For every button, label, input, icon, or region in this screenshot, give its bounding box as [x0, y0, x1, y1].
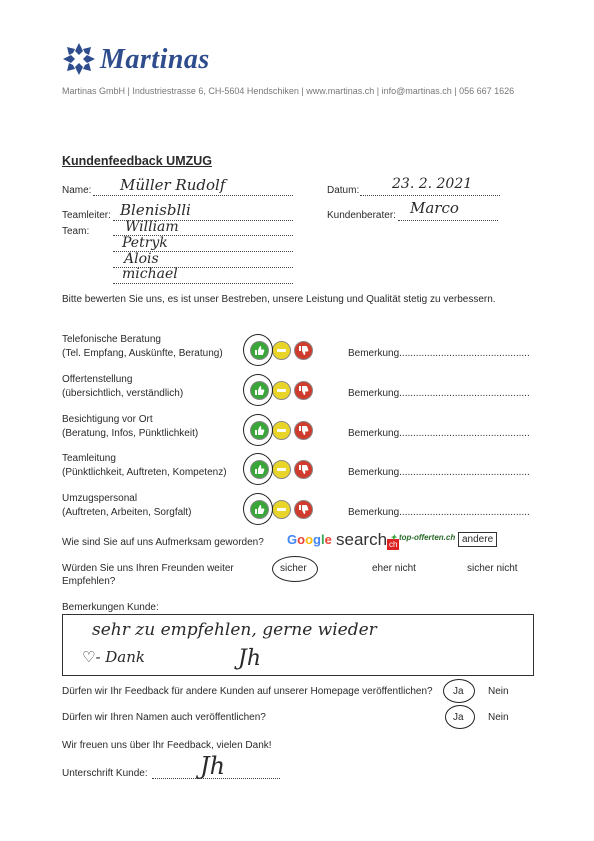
topofferten-star-icon: ✦ [390, 533, 397, 542]
kundenberater-value[interactable]: Marco [410, 199, 459, 217]
rating-subtitle: (Pünktlichkeit, Auftreten, Kompetenz) [62, 467, 227, 478]
comments-line1: sehr zu empfehlen, gerne wieder [92, 620, 377, 640]
topofferten-option[interactable] [390, 533, 455, 542]
team-member[interactable]: michael [122, 266, 178, 282]
comments-label: Bemerkungen Kunde: [62, 602, 159, 613]
teamleiter-value[interactable]: Blenisblli [120, 201, 191, 219]
rating-selection-circle [243, 334, 273, 366]
neutral-face-icon[interactable] [272, 460, 291, 479]
recommend-sicher-nicht[interactable]: sicher nicht [467, 563, 518, 574]
remark-field[interactable]: Bemerkung............................................... [348, 348, 530, 359]
thumbs-down-icon[interactable] [294, 421, 313, 440]
recommend-sicher[interactable]: sicher [280, 563, 307, 574]
recommend-question-line1: Würden Sie uns Ihren Freunden weiter [62, 563, 234, 574]
rating-selection-circle [243, 493, 273, 525]
search-label: search [336, 530, 388, 549]
consent-name-question: Dürfen wir Ihren Namen auch veröffentlichen? [62, 712, 266, 723]
rating-selection-circle [243, 453, 273, 485]
name-label: Name: [62, 185, 92, 196]
teamleiter-label: Teamleiter: [62, 210, 111, 221]
search-suffix: ch [389, 540, 398, 549]
rating-title: Telefonische Beratung [62, 334, 161, 345]
recommend-selection-circle [272, 556, 318, 582]
thumbs-down-icon[interactable] [294, 460, 313, 479]
consent-name-selection-circle [445, 705, 475, 729]
rating-title: Offertenstellung [62, 374, 133, 385]
martinas-logo-icon [62, 42, 96, 76]
consent-homepage-selection-circle [443, 679, 475, 703]
signature-label: Unterschrift Kunde: [62, 768, 148, 779]
consent-name-ja[interactable]: Ja [453, 712, 464, 723]
thumbs-down-icon[interactable] [294, 341, 313, 360]
remark-field[interactable]: Bemerkung............................................... [348, 388, 530, 399]
remark-field[interactable]: Bemerkung............................................... [348, 467, 530, 478]
recommend-question-line2: Empfehlen? [62, 576, 116, 587]
andere-option[interactable]: andere [458, 532, 497, 547]
consent-name-nein[interactable]: Nein [488, 712, 509, 723]
topofferten-label: top-offerten.ch [398, 533, 456, 542]
team-label: Team: [62, 226, 90, 237]
source-question: Wie sind Sie auf uns Aufmerksam geworden? [62, 537, 264, 548]
rating-subtitle: (Beratung, Infos, Pünktlichkeit) [62, 428, 199, 439]
rating-subtitle: (übersichtlich, verständlich) [62, 388, 184, 399]
rating-title: Besichtigung vor Ort [62, 414, 153, 425]
brand-name: Martinas [100, 44, 210, 75]
closing-text: Wir freuen uns über Ihr Feedback, vielen Dank! [62, 740, 272, 751]
thumbs-down-icon[interactable] [294, 381, 313, 400]
thumbs-down-icon[interactable] [294, 500, 313, 519]
rating-title: Teamleitung [62, 453, 116, 464]
neutral-face-icon[interactable] [272, 500, 291, 519]
team-member[interactable]: Petryk [122, 235, 168, 251]
name-value[interactable]: Müller Rudolf [120, 176, 226, 194]
team-member[interactable]: Alois [124, 251, 159, 267]
neutral-face-icon[interactable] [272, 341, 291, 360]
neutral-face-icon[interactable] [272, 381, 291, 400]
datum-label: Datum: [327, 185, 360, 196]
rating-subtitle: (Auftreten, Arbeiten, Sorgfalt) [62, 507, 192, 518]
consent-homepage-question: Dürfen wir Ihr Feedback für andere Kunden auf unserer Homepage veröffentlichen? [62, 686, 433, 697]
signature-value[interactable]: Jh [200, 752, 226, 780]
datum-value[interactable]: 23. 2. 2021 [392, 176, 473, 192]
form-title: Kundenfeedback UMZUG [62, 154, 213, 168]
rating-selection-circle [243, 374, 273, 406]
neutral-face-icon[interactable] [272, 421, 291, 440]
company-address: Martinas GmbH | Industriestrasse 6, CH-5604 Hendschiken | www.martinas.ch | info@martinas.ch | 056 667 1626 [62, 86, 515, 96]
rating-title: Umzugspersonal [62, 493, 138, 504]
remark-field[interactable]: Bemerkung............................................... [348, 507, 530, 518]
kundenberater-label: Kundenberater: [327, 210, 396, 221]
recommend-eher-nicht[interactable]: eher nicht [372, 563, 416, 574]
comments-initials: Jh [238, 646, 261, 671]
comments-line2: ♡- Dank [82, 648, 146, 666]
consent-homepage-nein[interactable]: Nein [488, 686, 509, 697]
intro-text: Bitte bewerten Sie uns, es ist unser Bestreben, unsere Leistung und Qualität stetig zu verbessern. [62, 294, 496, 305]
remark-field[interactable]: Bemerkung............................................... [348, 428, 530, 439]
rating-selection-circle [243, 414, 273, 446]
consent-homepage-ja[interactable]: Ja [453, 686, 464, 697]
google-option[interactable]: Google [287, 532, 332, 547]
rating-subtitle: (Tel. Empfang, Auskünfte, Beratung) [62, 348, 223, 359]
team-member[interactable]: William [125, 219, 179, 235]
